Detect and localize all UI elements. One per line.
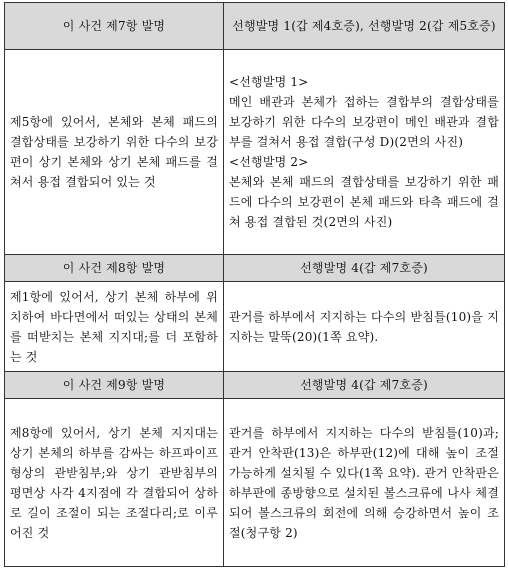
claim-comparison-table [4, 2, 505, 567]
claim7-text: 제5항에 있어서, 본체와 본체 패드의 결합상태를 보강하기 위한 다수의 보강편이 상기 본체와 상기 본체 패드를 걸쳐서 용접 결합되어 있는 것 [5, 50, 224, 255]
prior-art-4-text-a: 관거를 하부에서 지지하는 다수의 받침틀(10)을 지지하는 말뚝(20)(1쪽 요약). [224, 282, 505, 372]
claim9-text: 제8항에 있어서, 상기 본체 지지대는 상기 본체의 하부를 감싸는 하프파이프 형상의 관받침부;와 상기 관받침부의 평면상 사각 4지점에 각 결합되어 상하로 길이 조절이 되는 조절다리;로 이루어진 것 [5, 399, 224, 567]
table-row [5, 372, 505, 399]
left-header-claim8: 이 사건 제8항 발명 [5, 255, 224, 282]
prior-art-2-title: <선행발명 2> [229, 155, 309, 169]
table-row [5, 50, 505, 255]
right-header-prior-art-4b: 선행발명 4(갑 제7호증) [224, 372, 505, 399]
table-row [5, 255, 505, 282]
prior-art-4-text-b: 관거를 하부에서 지지하는 다수의 받침틀(10)과; 관거 안착판(13)은 하부판(12)에 대해 높이 조절 가능하게 설치될 수 있다(1쪽 요약). 관거 안착판은 하부판에 종방향으로 설치된 볼스크류에 나사 체결되어 볼스크류의 회전에 의해 승강하면서 높이 조절(청구항 2) [224, 399, 505, 567]
prior-art-1-title: <선행발명 1> [229, 75, 309, 89]
table-row [5, 3, 505, 50]
table-row [5, 282, 505, 372]
left-header-claim7: 이 사건 제7항 발명 [5, 3, 224, 50]
right-header-prior-art-4: 선행발명 4(갑 제7호증) [224, 255, 505, 282]
prior-art-1-text: 메인 배관과 본체가 접하는 결합부의 결합상태를 보강하기 위한 다수의 보강편이 메인 배관과 결합부를 걸쳐서 용접 결합(구성 D)(2면의 사진) [229, 95, 499, 149]
prior-art-2-text: 본체와 본체 패드의 결합상태를 보강하기 위한 패드에 다수의 보강편이 본체 패드와 타측 패드에 걸쳐 용접 결합된 것(2면의 사진) [229, 175, 499, 229]
table-row [5, 399, 505, 567]
left-header-claim9: 이 사건 제9항 발명 [5, 372, 224, 399]
prior-art-1-2-text [224, 50, 505, 255]
claim8-text: 제1항에 있어서, 상기 본체 하부에 위치하여 바다면에서 떠있는 상태의 본체를 떠받치는 본체 지지대;를 더 포함하는 것 [5, 282, 224, 372]
right-header-prior-art-1-2: 선행발명 1(갑 제4호증), 선행발명 2(갑 제5호증) [224, 3, 505, 50]
